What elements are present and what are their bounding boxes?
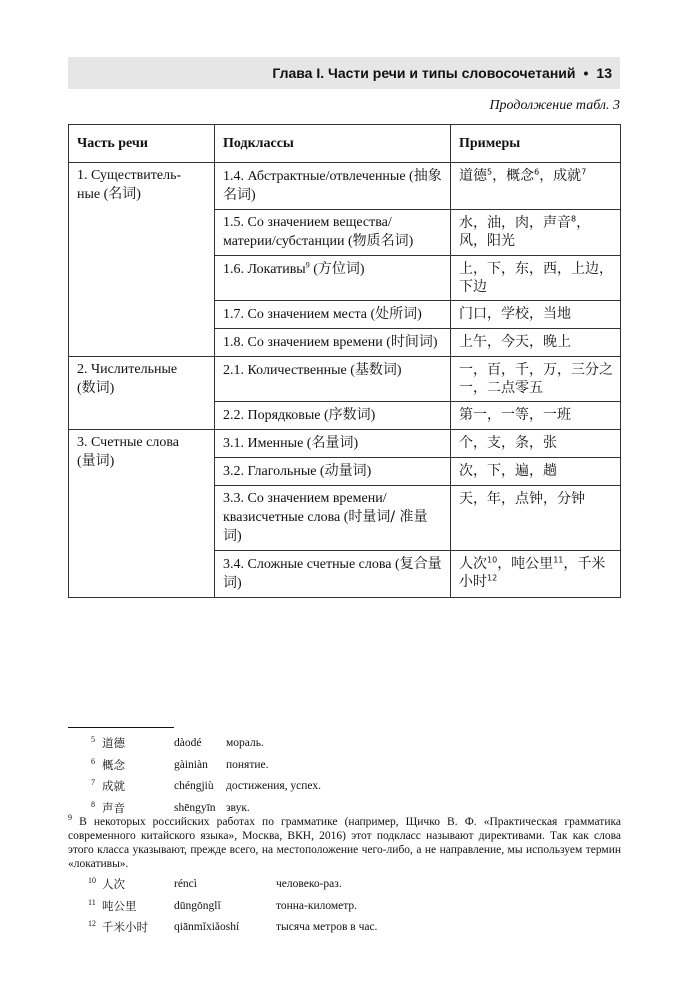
footnote-pinyin: dàodé <box>174 737 202 749</box>
table-row <box>69 357 621 402</box>
footnote-translation: понятие. <box>226 758 269 771</box>
part-chinese: 名词 <box>108 186 137 202</box>
example-text: 人次 <box>459 556 487 572</box>
footnote-hanzi: 成就 <box>102 779 125 793</box>
footnote-translation: тысяча метров в час. <box>276 921 378 933</box>
example-text: 上午，今天，晚上 <box>459 334 571 350</box>
table-row <box>69 163 621 210</box>
chapter-title: Глава I. Части речи и типы словосочетаний <box>272 65 576 81</box>
part-label-end: ) <box>109 381 115 396</box>
part-of-speech-cell <box>69 357 215 430</box>
example-text: ，概念 <box>492 168 535 184</box>
footnote-item <box>0 920 682 936</box>
subclass-label-end: ) <box>432 335 438 350</box>
footnote-pinyin: shēngyīn <box>174 801 216 814</box>
examples-cell <box>451 210 621 256</box>
examples-cell <box>451 486 621 551</box>
column-header: Часть речи <box>69 125 215 163</box>
subclass-label: 3.3. Со значением времени/ квазисчетные слова ( <box>223 491 387 525</box>
subclass-label: 1.7. Со значением места ( <box>223 307 376 322</box>
footnote-ref: 12 <box>487 573 498 583</box>
footnote-ref: 6 <box>534 167 540 177</box>
subclass-label: 1.6. Локативы <box>223 262 306 277</box>
subclass-label-end: ) <box>237 529 242 544</box>
subclass-chinese: 时量词/ 准量词 <box>223 509 428 544</box>
footnote-hanzi: 吨公里 <box>102 898 137 913</box>
footnote-ref: 8 <box>571 214 577 224</box>
footnote-pinyin: chéngjiù <box>174 780 214 792</box>
part-label-cont: ( <box>77 381 82 396</box>
part-chinese: 数词 <box>81 380 110 396</box>
subclass-chinese: 名量词 <box>311 435 354 451</box>
footnote-translation: звук. <box>226 801 250 814</box>
example-text: 个，支，条，张 <box>459 435 557 451</box>
parts-of-speech-table <box>68 124 621 598</box>
subclass-chinese: 复合量词 <box>223 556 442 591</box>
examples-cell <box>451 163 621 210</box>
example-text: 次，下，遍，趟 <box>459 463 557 479</box>
footnote-translation: человеко-раз. <box>276 878 342 890</box>
subclass-cell <box>215 430 451 458</box>
footnote-number: 5 <box>91 735 95 744</box>
subclass-cell <box>215 486 451 551</box>
subclass-cell <box>215 402 451 430</box>
footnote-translation: тонна-километр. <box>276 899 358 912</box>
footnote-pinyin: dūngōnglǐ <box>174 899 221 912</box>
footnote-9 <box>68 815 621 871</box>
footnote-item <box>0 877 682 893</box>
example-text: 上，下，东，西，上边，下边 <box>459 261 613 295</box>
footnote-item <box>0 779 682 795</box>
example-text: ，风，阳光 <box>459 215 591 249</box>
part-of-speech-cell <box>69 430 215 598</box>
footnote-hanzi: 声音 <box>102 800 125 815</box>
subclass-label: 2.1. Количественные ( <box>223 363 355 378</box>
column-header: Примеры <box>451 125 621 163</box>
subclass-cell <box>215 163 451 210</box>
footnote-ref: 7 <box>581 167 587 177</box>
examples-cell <box>451 301 621 329</box>
footnote-ref: 11 <box>553 555 564 565</box>
running-header <box>68 57 620 89</box>
subclass-chinese: 时间词 <box>390 334 433 350</box>
examples-cell <box>451 357 621 402</box>
footnote-number: 10 <box>88 876 96 885</box>
footnote-text: В некоторых российских работах по грамматике (например, Щичко В. Ф. «Практическая грамматика современного китайского языка», Москва, ВКН, 2016) этот подкласс называют директивами. Так как слова этого класса указывают, прежде всего, на местоположение чего-либо, а не направление, мы используем термин «локативы». <box>68 816 621 870</box>
footnote-number: 9 <box>68 813 72 823</box>
page-number: 13 <box>596 65 612 81</box>
footnote-item <box>0 736 682 752</box>
part-label-end: ) <box>109 454 115 469</box>
footnote-translation: достижения, успех. <box>226 780 322 792</box>
footnote-ref: 10 <box>487 555 498 565</box>
subclass-label-end: ) <box>251 188 256 203</box>
footnote-pinyin: réncì <box>174 878 197 890</box>
footnote-translation: мораль. <box>226 737 264 749</box>
example-text: 一，百，千，万，三分之一，二点零五 <box>459 362 613 396</box>
subclass-label: 3.2. Глагольные ( <box>223 464 325 479</box>
footnote-ref: 5 <box>487 167 493 177</box>
subclass-label-end: ) <box>408 234 414 249</box>
part-label: 1. Существитель- <box>77 168 182 183</box>
examples-cell <box>451 329 621 357</box>
table-header-row <box>69 125 621 163</box>
subclass-cell <box>215 301 451 329</box>
subclass-chinese: 序数词 <box>328 407 371 423</box>
subclass-label-end: ) <box>359 262 365 277</box>
subclass-label-end: ) <box>237 576 242 591</box>
example-text: 道德 <box>459 168 487 184</box>
footnote-item <box>0 899 682 915</box>
subclass-chinese: 抽象名词 <box>223 168 442 203</box>
subclass-label-end: ) <box>417 307 422 322</box>
subclass-label: 3.1. Именные ( <box>223 436 312 451</box>
part-label-cont: ( <box>77 454 82 469</box>
part-label-end: ) <box>136 187 141 202</box>
footnote-pinyin: qiānmǐxiǎoshí <box>174 921 240 933</box>
examples-cell <box>451 256 621 301</box>
subclass-chinese: 基数词 <box>354 362 397 378</box>
example-text: ，吨公里 <box>497 556 554 572</box>
part-label: 2. Числительные <box>77 362 178 377</box>
subclass-chinese: 方位词 <box>317 261 360 277</box>
subclass-cell <box>215 357 451 402</box>
subclass-cell <box>215 551 451 598</box>
subclass-cell <box>215 210 451 256</box>
example-text: ，千米小时 <box>459 556 606 590</box>
footnote-number: 8 <box>91 799 95 809</box>
example-text: 第一，一等，一班 <box>459 407 571 423</box>
example-text: ，成就 <box>539 168 582 184</box>
subclass-label: 3.4. Сложные счетные слова ( <box>223 557 400 572</box>
footnote-pinyin: gàiniàn <box>174 758 208 771</box>
footnote-item <box>0 758 682 774</box>
subclass-label: 2.2. Порядковые ( <box>223 408 329 423</box>
subclass-label-end: ) <box>370 408 376 423</box>
footnote-number: 6 <box>91 756 95 766</box>
table-continuation-note: Продолжение табл. 3 <box>489 98 620 113</box>
subclass-label-end: ) <box>353 436 359 451</box>
example-text: 天，年，点钟，分钟 <box>459 491 585 507</box>
examples-cell <box>451 430 621 458</box>
subclass-chinese: 处所词 <box>375 306 418 322</box>
examples-cell <box>451 458 621 486</box>
header-bullet: • <box>583 65 589 81</box>
subclass-label: 1.5. Со значением вещества/ материи/субстанции ( <box>223 215 392 249</box>
footnote-number: 12 <box>88 919 96 928</box>
footnote-hanzi: 道德 <box>102 736 125 750</box>
part-of-speech-cell <box>69 163 215 357</box>
subclass-cell <box>215 256 451 301</box>
footnote-ref: 9 <box>305 260 310 270</box>
subclass-chinese: 物质名词 <box>352 233 409 249</box>
examples-cell <box>451 551 621 598</box>
subclass-cell <box>215 458 451 486</box>
footnote-number: 7 <box>91 778 95 787</box>
footnote-hanzi: 千米小时 <box>102 920 148 934</box>
part-label-cont: ные ( <box>77 187 109 202</box>
part-label: 3. Счетные слова <box>77 435 179 450</box>
footnote-hanzi: 人次 <box>102 877 125 891</box>
examples-cell <box>451 402 621 430</box>
example-text: 门口，学校，当地 <box>459 306 571 322</box>
subclass-cell <box>215 329 451 357</box>
subclass-label: 1.4. Абстрактные/отвлеченные ( <box>223 169 414 184</box>
subclass-chinese: 动量词 <box>324 463 367 479</box>
footnote-number: 11 <box>88 897 96 907</box>
example-text: 水，油，肉，声音 <box>459 215 571 231</box>
subclass-label-mid: ( <box>309 262 318 277</box>
subclass-label-end: ) <box>366 464 372 479</box>
part-chinese: 量词 <box>81 453 110 469</box>
subclass-label: 1.8. Со значением времени ( <box>223 335 391 350</box>
footnote-separator <box>68 727 174 728</box>
subclass-label-end: ) <box>396 363 402 378</box>
footnote-hanzi: 概念 <box>102 757 125 772</box>
table-row <box>69 430 621 458</box>
column-header: Подклассы <box>215 125 451 163</box>
